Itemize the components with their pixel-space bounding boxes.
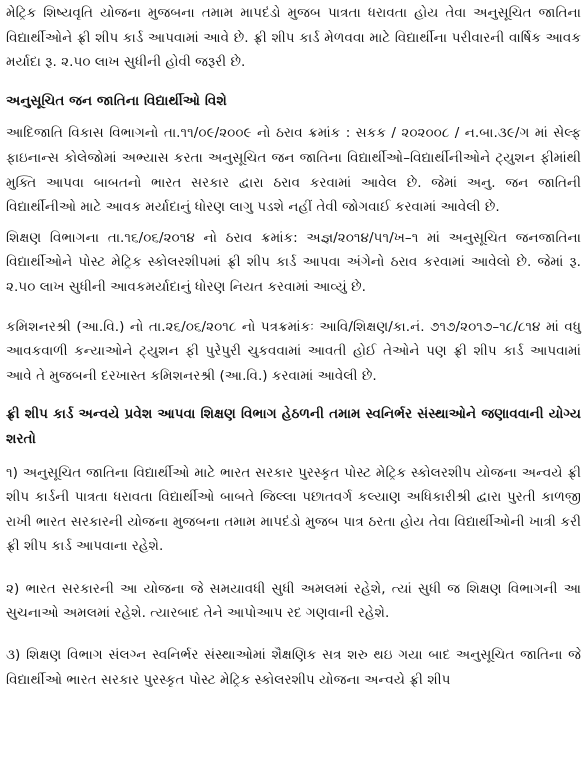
condition-item: ૨) ભારત સરકારની આ યોજના જે સમયાવધી સુધી અમલમાં રહેશે, ત્યાં સુધી જ શિક્ષણ વિભાગની આ સુચનાઓ અમલમાં રહેશે. ત્યારબાદ તેને આપોઆપ રદ ગણવાની રહેશે. xyxy=(6,580,581,622)
tribal-resolution-paragraph: આદિજાતિ વિકાસ વિભાગનો તા.૧૧/૦૯/૨૦૦૯ નો ઠરાવ ક્રમાંક : સકક / ૨૦૨૦૦૮ / ન.બા.૩૯/ગ માં સેલ્ફ ફાઇનાન્સ કોલેજોમાં અભ્યાસ કરતા અનુસૂચિત જન જાતિના વિદ્યાર્થીઓ–વિદ્યાર્થીનીઓને ટ્યુશન ફીમાંથી મુક્તિ આપવા બાબતનો ભારત સરકાર દ્વારા ઠરાવ કરવામાં આવેલ છે. જેમાં અનુ. જન જાતિની વિદ્યાર્થીનીઓ માટે આવક મર્યાદાનું ધોરણ લાગુ પડશે નહીં તેવી જોગવાઈ કરવામાં આવેલી છે. xyxy=(6,125,581,216)
document-page xyxy=(0,1,587,782)
commissioner-letter-paragraph: કમિશનરશ્રી (આ.વિ.) નો તા.૨૬/૦૬/૨૦૧૮ નો પત્રક્રમાંકઃ આવિ/શિક્ષણ/કા.નં. ૭૧૭/૨૦૧૭–૧૮/૮૧૪ માં વધુ આવકવાળી કન્યાઓને ટ્યુશન ફી પુરેપુરી ચુકવવામાં આવતી હોઈ તેઓને પણ ફ્રી શીપ કાર્ડ આપવામાં આવે તે મુજબની દરખાસ્ત કમિશનરશ્રી (આ.વિ.) કરવામાં આવેલી છે. xyxy=(6,318,581,384)
condition-item: ૧) અનુસૂચિત જાતિના વિદ્યાર્થીઓ માટે ભારત સરકાર પુરસ્કૃત પોસ્ટ મેટ્રિક સ્કોલરશીપ યોજના અન્વયે ફ્રી શીપ કાર્ડની પાત્રતા ધરાવતા વિદ્યાર્થીઓ બાબતે જિલ્લા પછાતવર્ગ કલ્યાણ અધિકારીશ્રી દ્વારા પુરતી કાળજી રાખી ભારત સરકારની યોજના મુજબના તમામ માપદંડો મુજબ પાત્ર ઠરતા હોય તેવા વિદ્યાર્થીઓની ખાત્રી કરી ફ્રી શીપ કાર્ડ આપવાના રહેશે. xyxy=(6,464,581,555)
condition-item: ૩) શિક્ષણ વિભાગ સંલગ્ન સ્વનિર્ભર સંસ્થાઓમાં શૈક્ષણિક સત્ર શરુ થઇ ગયા બાદ અનુસૂચિત જાતિના જે વિદ્યાર્થીઓ ભારત સરકાર પુરસ્કૃત પોસ્ટ મેટ્રિક સ્કોલરશીપ યોજના અન્વયે ફ્રી શીપ xyxy=(6,647,581,688)
intro-paragraph: મેટ્રિક શિષ્યવૃતિ યોજના મુજબના તમામ માપદંડો મુજબ પાત્રતા ધરાવતા હોય તેવા અનુસૂચિત જાતિના વિદ્યાર્થીઓને ફ્રી શીપ કાર્ડ આપવામાં આવે છે. ફ્રી શીપ કાર્ડ મેળવવા માટે વિદ્યાર્થીના પરીવારની વાર્ષિક આવક મર્યાદા રૂ. ૨.૫૦ લાખ સુધીની હોવી જરૂરી છે. xyxy=(6,5,581,71)
section-heading-scheduled-tribes: અનુસૂચિત જન જાતિના વિદ્યાર્થીઓ વિશે xyxy=(6,92,227,109)
education-resolution-paragraph: શિક્ષણ વિભાગના તા.૧૬/૦૬/૨૦૧૪ નો ઠરાવ ક્રમાંક: અજ્ઞ/૨૦૧૪/૫૧/ખ–૧ માં અનુસૂચિત જનજાતિના વિદ્યાર્થીઓને પોસ્ટ મેટ્રિક સ્કોલરશીપમાં ફ્રી શીપ કાર્ડ આપવા અંગેનો ઠરાવ કરવામાં આવેલો છે. જેમાં રૂ. ૨.૫૦ લાખ સુધીની આવકમર્યાદાનું ધોરણ નિયત કરવામાં આવ્યું છે. xyxy=(6,229,581,295)
section-heading-conditions: ફ્રી શીપ કાર્ડ અન્વયે પ્રવેશ આપવા શિક્ષણ વિભાગ હેઠળની તમામ સ્વનિર્ભર સંસ્થાઓને જણાવવાની યોગ્ય શરતો xyxy=(6,406,581,447)
